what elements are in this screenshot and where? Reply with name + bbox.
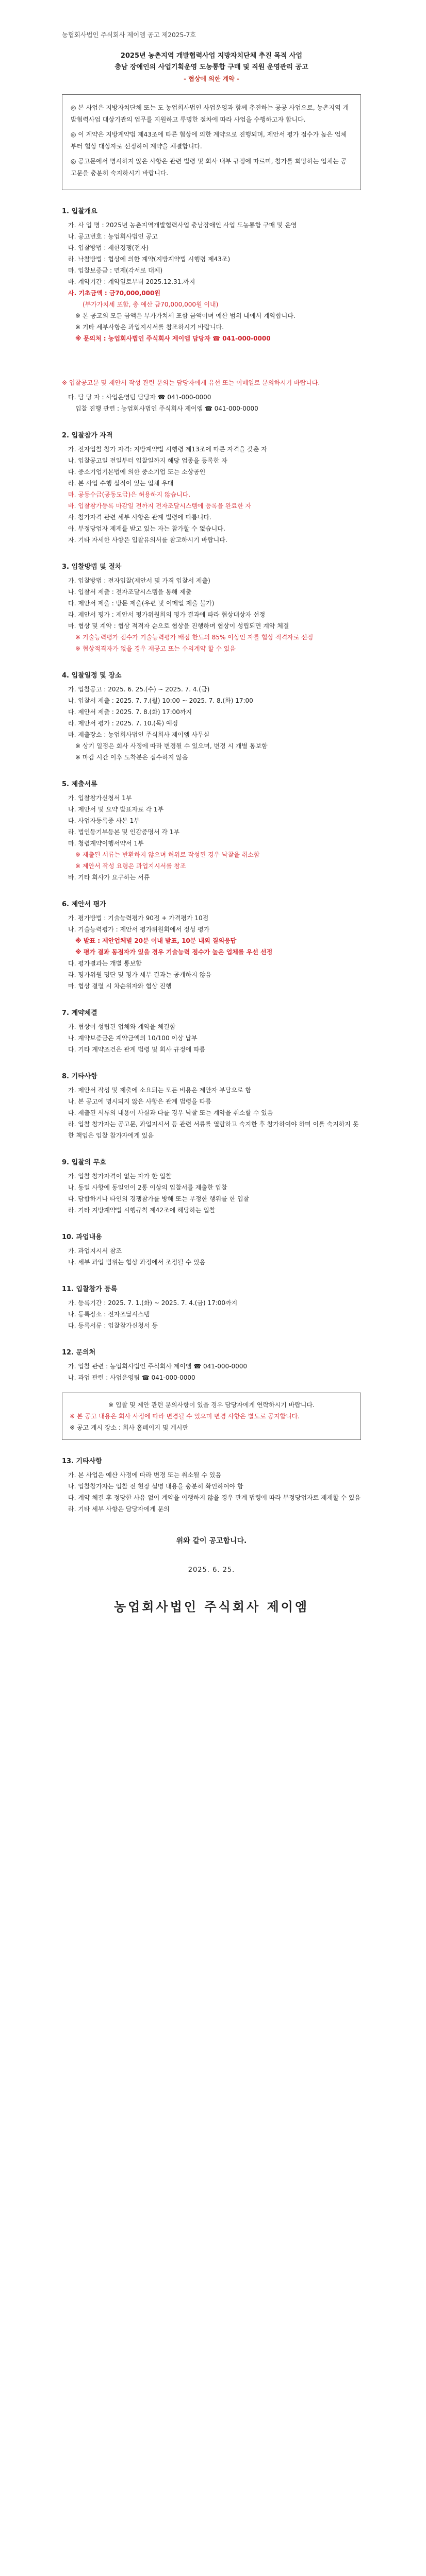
- section-item: 나. 과업 관련 : 사업운영팀 ☎ 041-000-0000: [68, 1374, 195, 1381]
- section-item: 라. 본 사업 수행 실적이 있는 업체 우대: [68, 480, 174, 487]
- section-item: 가. 전자입찰 참가 자격: 지방계약법 시행령 제13조에 따른 자격을 갖춘 자: [68, 446, 267, 453]
- intro-paragraph: ◎ 이 계약은 지방계약법 제43조에 따른 협상에 의한 계약으로 진행되며, 제안서 평가 점수가 높은 업체부터 협상 대상자로 선정하여 계약을 체결합니다.: [71, 131, 347, 150]
- section-heading: 8. 기타사항: [62, 1073, 97, 1080]
- section-item: 라. 평가위원 명단 및 평가 세부 결과는 공개하지 않음: [68, 971, 211, 978]
- section-item: 다. 등록서류 : 입찰참가신청서 등: [68, 1322, 158, 1329]
- title-line-1: 2025년 농촌지역 개발협력사업 지방자치단체 추진 목적 사업: [120, 52, 303, 60]
- notice-box-line: ※ 입찰 및 제안 관련 문의사항이 있을 경우 담당자에게 연락하시기 바랍니다.: [108, 1401, 315, 1409]
- section-item: 가. 과업지시서 참조: [68, 1247, 122, 1255]
- section-item: 다. 제안서 제출 : 방문 제출(우편 및 이메일 제출 불가): [68, 600, 215, 607]
- section-heading: 9. 입찰의 무효: [62, 1159, 106, 1166]
- section-item: 나. 공고번호 : 농업회사법인 공고: [68, 233, 158, 240]
- section-item: 나. 입찰서 제출 : 2025. 7. 7.(월) 10:00 ~ 2025. 7. 8.(화) 17:00: [68, 697, 253, 704]
- section-item: 다. 제출된 서류의 내용이 사실과 다를 경우 낙찰 또는 계약을 취소할 수 있음: [68, 1109, 273, 1116]
- section-item: 라. 제안서 평가 : 2025. 7. 10.(목) 예정: [68, 720, 178, 727]
- section-heading: 11. 입찰참가 등록: [62, 1285, 118, 1293]
- intro-paragraph: ◎ 공고문에서 명시하지 않은 사항은 관련 법령 및 회사 내부 규정에 따르며, 참가를 희망하는 업체는 공고문을 충분히 숙지하시기 바랍니다.: [71, 158, 347, 177]
- section-note: ※ 본 공고의 모든 금액은 부가가치세 포함 금액이며 예산 범위 내에서 계약합니다.: [75, 312, 296, 319]
- section-item: 마. 공동수급(공동도급)은 허용하지 않습니다.: [68, 491, 191, 498]
- section-item: 다. 입찰방법 : 제한경쟁(전자): [68, 244, 149, 251]
- section-item: 나. 세부 과업 범위는 협상 과정에서 조정될 수 있음: [68, 1259, 206, 1266]
- section-item: 나. 본 공고에 명시되지 않은 사항은 관계 법령을 따름: [68, 1098, 211, 1105]
- section-note: ※ 마감 시간 이후 도착분은 접수하지 않음: [75, 754, 188, 761]
- section-item: 다. 중소기업기본법에 의한 중소기업 또는 소상공인: [68, 468, 206, 476]
- section-item: 나. 등록장소 : 전자조달시스템: [68, 1311, 150, 1318]
- section-item: 다. 평가결과는 개별 통보함: [68, 960, 142, 967]
- section-item: 마. 청렴계약이행서약서 1부: [68, 840, 144, 847]
- section-item: 바. 입찰참가등록 마감일 전까지 전자조달시스템에 등록을 완료한 자: [68, 502, 252, 510]
- section-item: 가. 입찰참가신청서 1부: [68, 794, 132, 802]
- section-item: 사. 참가자격 관련 세부 사항은 관계 법령에 따릅니다.: [68, 514, 211, 521]
- section-item: 마. 협상 결렬 시 차순위자와 협상 진행: [68, 982, 172, 990]
- subtitle: - 협상에 의한 계약 -: [184, 75, 239, 82]
- section-item: 마. 제출장소 : 농업회사법인 주식회사 제이엠 사무실: [68, 731, 210, 738]
- section-item: 가. 사 업 명 : 2025년 농촌지역개발협력사업 충남장애인 사업 도농통합 구매 및 운영: [68, 222, 297, 229]
- section-note: ※ 기타 세부사항은 과업지시서를 참조하시기 바랍니다.: [75, 324, 224, 331]
- section-heading: 13. 기타사항: [62, 1458, 102, 1465]
- section-heading: 3. 입찰방법 및 절차: [62, 563, 122, 571]
- section-item: 나. 입찰참가자는 입찰 전 현장 설명 내용을 충분히 확인하여야 함: [68, 1483, 243, 1490]
- section-item: 가. 본 사업은 예산 사정에 따라 변경 또는 취소될 수 있음: [68, 1471, 221, 1479]
- section-item: 가. 협상이 성립된 업체와 계약을 체결함: [68, 1023, 176, 1030]
- section-note: ※ 상기 일정은 회사 사정에 따라 변경될 수 있으며, 변경 시 개별 통보함: [75, 742, 268, 750]
- intro-paragraph: ◎ 본 사업은 지방자치단체 또는 도 농업회사법인 사업운영과 함께 추진하는 공공 사업으로, 농촌지역 개발협력사업 대상기관의 업무를 지원하고 투명한 절차에 따라 사업을 수행하고자 합니다.: [71, 104, 349, 123]
- section-item: 가. 입찰 참가자격이 없는 자가 한 입찰: [68, 1173, 172, 1180]
- red-notice: ※ 입찰공고문 및 제안서 작성 관련 문의는 담당자에게 유선 또는 이메일로 문의하시기 바랍니다.: [62, 379, 320, 386]
- section-item: 다. 담합하거나 타인의 경쟁참가를 방해 또는 부정한 행위를 한 입찰: [68, 1195, 250, 1202]
- section-heading: 7. 계약체결: [62, 1009, 97, 1017]
- section-item: 가. 입찰공고 : 2025. 6. 25.(수) ~ 2025. 7. 4.(금): [68, 686, 210, 693]
- section-heading: 10. 과업내용: [62, 1233, 102, 1241]
- section-item: 나. 입찰공고일 전일부터 입찰일까지 해당 업종을 등록한 자: [68, 457, 227, 464]
- section-note: ※ 발표 : 제안업체별 20분 이내 발표, 10분 내외 질의응답: [75, 937, 237, 944]
- section-item: 나. 동일 사항에 동일인이 2통 이상의 입찰서를 제출한 입찰: [68, 1184, 227, 1191]
- section-item: 나. 기술능력평가 : 제안서 평가위원회에서 정성 평가: [68, 926, 210, 933]
- section-heading: 2. 입찰참가 자격: [62, 432, 113, 439]
- section-item: 가. 입찰 관련 : 농업회사법인 주식회사 제이엠 ☎ 041-000-0000: [68, 1363, 247, 1370]
- section-note: ※ 제출된 서류는 반환하지 않으며 허위로 작성된 경우 낙찰을 취소함: [75, 851, 260, 858]
- section-item: 바. 계약기간 : 계약일로부터 2025.12.31.까지: [68, 278, 195, 285]
- notice-date: 2025. 6. 25.: [188, 1566, 235, 1574]
- section-heading: 6. 제안서 평가: [62, 901, 106, 908]
- intro-box: [62, 94, 361, 190]
- section-item: 다. 사업자등록증 사본 1부: [68, 817, 140, 824]
- section-item: 아. 부정당업자 제재를 받고 있는 자는 참가할 수 없습니다.: [68, 525, 225, 532]
- section-item: 다. 기타 계약조건은 관계 법령 및 회사 규정에 따름: [68, 1046, 206, 1053]
- section-item: 가. 입찰방법 : 전자입찰(제안서 및 가격 입찰서 제출): [68, 577, 210, 584]
- section-item: 다. 제안서 제출 : 2025. 7. 8.(화) 17:00까지: [68, 708, 192, 716]
- section-item: 라. 입찰 참가자는 공고문, 과업지시서 등 관련 서류를 열람하고 숙지한 후 참가하여야 하며 이를 숙지하지 못한 책임은 입찰 참가자에게 있음: [68, 1121, 359, 1139]
- section-item: 다. 담 당 자 : 사업운영팀 담당자 ☎ 041-000-0000: [68, 394, 211, 401]
- section-item: 라. 낙찰방법 : 협상에 의한 계약(지방계약법 시행령 제43조): [68, 256, 231, 263]
- company-name: 농업회사법인 주식회사 제이엠: [113, 1600, 309, 1614]
- section-item: 나. 입찰서 제출 : 전자조달시스템을 통해 제출: [68, 588, 192, 596]
- section-note: ※ 협상적격자가 없을 경우 재공고 또는 수의계약 할 수 있음: [75, 645, 236, 652]
- section-heading: 4. 입찰일정 및 장소: [62, 672, 122, 680]
- section-item: 다. 계약 체결 후 정당한 사유 없이 계약을 이행하지 않을 경우 관계 법령에 따라 부정당업자로 제재할 수 있음: [68, 1494, 361, 1501]
- section-item: 자. 기타 자세한 사항은 입찰유의서를 참고하시기 바랍니다.: [68, 536, 227, 544]
- section-note: ※ 제안서 작성 요령은 과업지시서를 참조: [75, 862, 186, 870]
- budget-line: 사. 기초금액 : 금70,000,000원: [68, 290, 160, 297]
- section-note: ※ 평가 결과 동점자가 있을 경우 기술능력 점수가 높은 업체를 우선 선정: [75, 948, 273, 956]
- notice-box-line: ※ 공고 게시 장소 : 회사 홈페이지 및 게시판: [70, 1424, 189, 1431]
- section-heading: 1. 입찰개요: [62, 208, 97, 215]
- section-item: 바. 기타 회사가 요구하는 서류: [68, 874, 150, 881]
- section-item: 입찰 진행 관련 : 농업회사법인 주식회사 제이엠 ☎ 041-000-0000: [75, 405, 258, 412]
- section-item: 가. 등록기간 : 2025. 7. 1.(화) ~ 2025. 7. 4.(금) 17:00까지: [68, 1299, 238, 1307]
- section-item: 라. 법인등기부등본 및 인감증명서 각 1부: [68, 828, 179, 836]
- closing-statement: 위와 같이 공고합니다.: [176, 1537, 247, 1545]
- section-heading: 12. 문의처: [62, 1349, 96, 1357]
- section-item: 나. 제안서 및 요약 발표자료 각 1부: [68, 806, 164, 813]
- contact-line: ※ 문의처 : 농업회사법인 주식회사 제이엠 담당자 ☎ 041-000-0000: [75, 335, 271, 342]
- section-item: 라. 기타 세부 사항은 담당자에게 문의: [68, 1505, 170, 1513]
- budget-note: (부가가치세 포함, 총 예산 금70,000,000원 이내): [83, 301, 219, 308]
- section-item: 마. 협상 및 계약 : 협상 적격자 순으로 협상을 진행하며 협상이 성립되면 계약 체결: [68, 622, 289, 630]
- doc-number: 농협회사법인 주식회사 제이엠 공고 제2025-7호: [62, 31, 196, 39]
- section-item: 가. 제안서 작성 및 제출에 소요되는 모든 비용은 제안자 부담으로 함: [68, 1087, 251, 1094]
- section-item: 라. 기타 지방계약법 시행규칙 제42조에 해당하는 입찰: [68, 1207, 216, 1214]
- section-item: 라. 제안서 평가 : 제안서 평가위원회의 평가 결과에 따라 협상대상자 선정: [68, 611, 266, 618]
- section-item: 가. 평가방법 : 기술능력평가 90점 + 가격평가 10점: [68, 914, 209, 922]
- title-line-2: 충남 장애인의 사업기획운영 도농통합 구매 및 직원 운영관리 공고: [114, 63, 308, 71]
- section-item: 나. 계약보증금은 계약금액의 10/100 이상 납부: [68, 1035, 198, 1042]
- notice-box-line: ※ 본 공고 내용은 회사 사정에 따라 변경될 수 있으며 변경 사항은 별도로 공지합니다.: [70, 1413, 300, 1420]
- section-heading: 5. 제출서류: [62, 781, 97, 788]
- notice-box: [62, 1393, 361, 1440]
- section-note: ※ 기술능력평가 점수가 기술능력평가 배점 한도의 85% 이상인 자를 협상 적격자로 선정: [75, 634, 314, 641]
- section-item: 마. 입찰보증금 : 면제(각서로 대체): [68, 267, 163, 274]
